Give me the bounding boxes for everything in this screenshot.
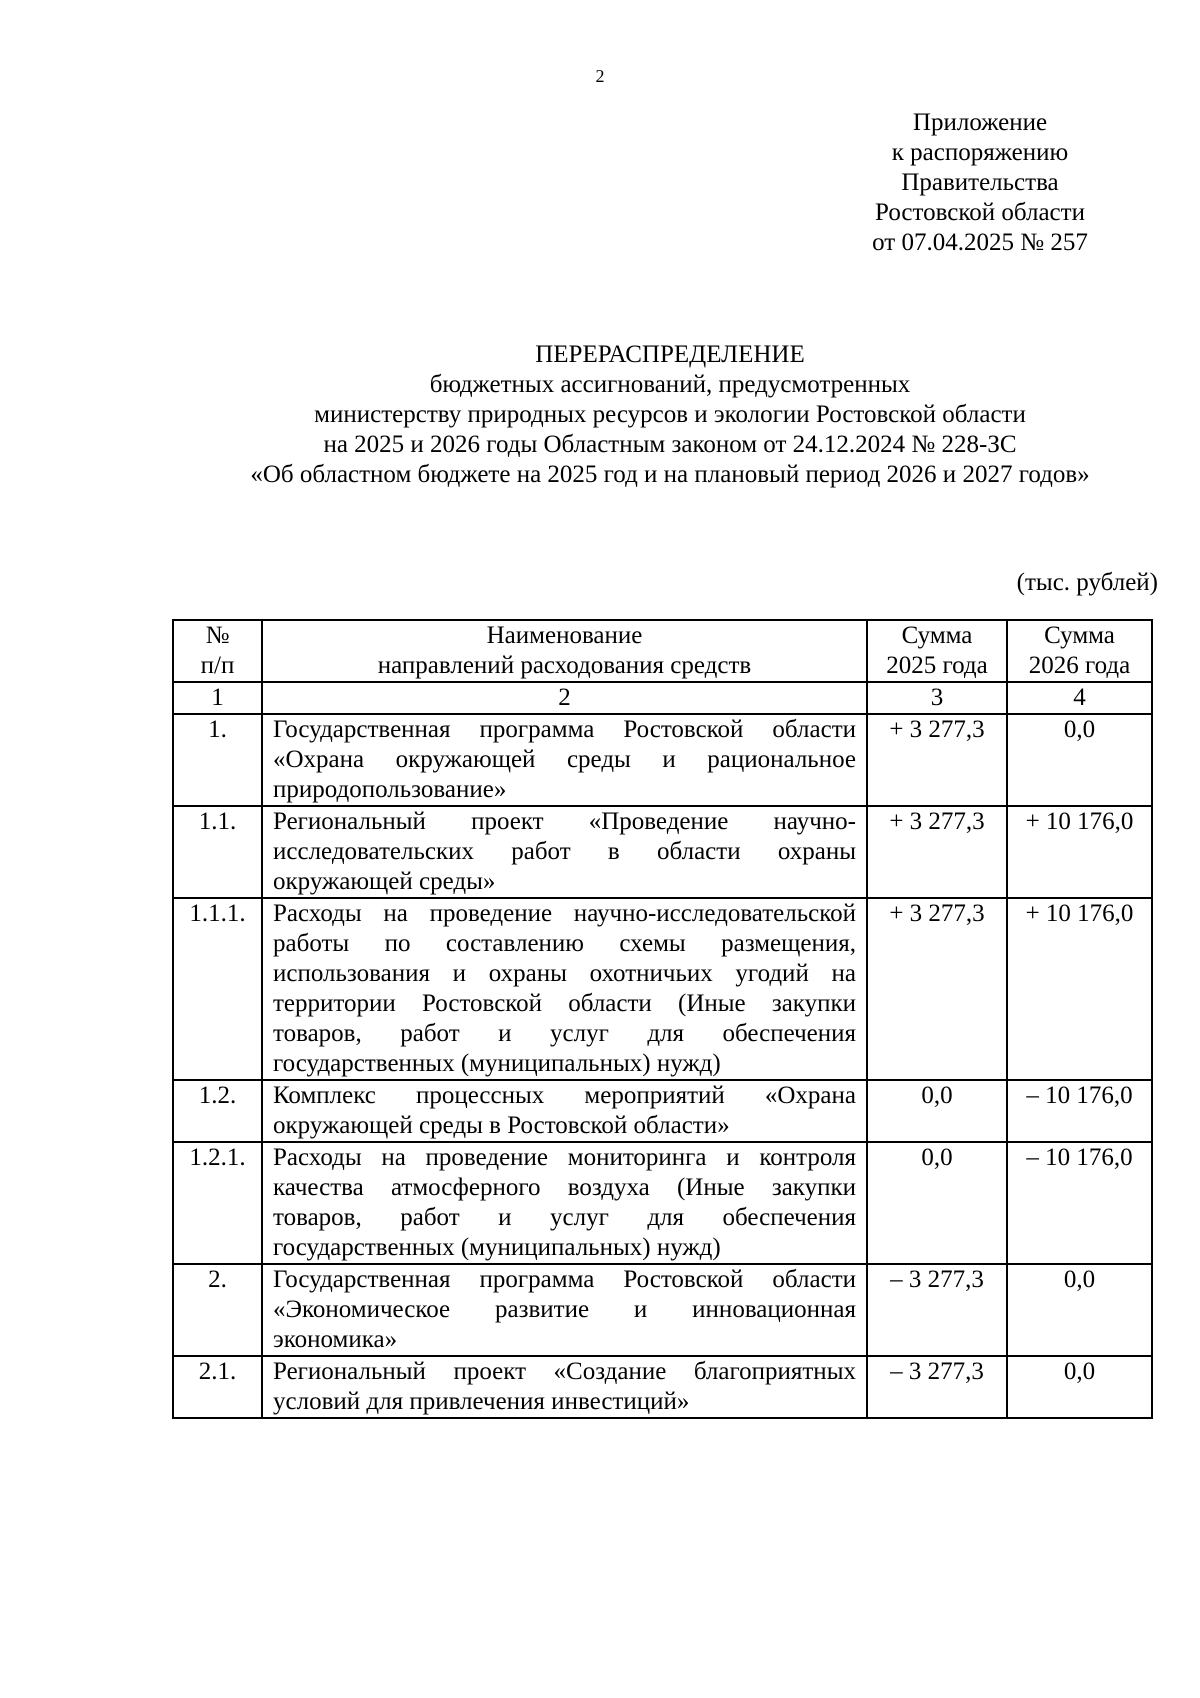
header-number: № п/п <box>173 620 262 682</box>
header-sum-2026: Сумма 2026 года <box>1007 620 1152 682</box>
row-sum-2025: + 3 277,3 <box>867 806 1007 898</box>
row-sum-2026: + 10 176,0 <box>1007 898 1152 1080</box>
row-sum-2025: + 3 277,3 <box>867 898 1007 1080</box>
row-sum-2025: + 3 277,3 <box>867 714 1007 806</box>
header-sum-2025: Сумма 2025 года <box>867 620 1007 682</box>
row-name: Региональный проект «Создание благоприятных условий для привлечения инвестиций» <box>262 1356 867 1418</box>
units-label: (тыс. рублей) <box>1016 569 1158 596</box>
row-name: Комплекс процессных мероприятий «Охрана окружающей среды в Ростовской области» <box>262 1080 867 1142</box>
row-name: Расходы на проведение научно-исследовательской работы по составлению схемы размещения, использования и охраны охотничьих угодий на территории Ростовской области (Иные закупки товаров, работ и услуг для обеспечения государственных (муниципальных) нужд) <box>262 898 867 1080</box>
column-number: 2 <box>262 682 867 714</box>
row-sum-2026: 0,0 <box>1007 1264 1152 1356</box>
row-number: 1. <box>173 714 262 806</box>
row-name: Государственная программа Ростовской области «Экономическое развитие и инновационная экономика» <box>262 1264 867 1356</box>
row-sum-2025: – 3 277,3 <box>867 1264 1007 1356</box>
row-sum-2025: – 3 277,3 <box>867 1356 1007 1418</box>
document-heading <box>170 340 1170 490</box>
row-sum-2026: 0,0 <box>1007 714 1152 806</box>
table-row <box>173 1142 1152 1264</box>
row-sum-2025: 0,0 <box>867 1080 1007 1142</box>
header-name: Наименование направлений расходования средств <box>262 620 867 682</box>
row-number: 1.2.1. <box>173 1142 262 1264</box>
row-number: 2.1. <box>173 1356 262 1418</box>
row-sum-2026: + 10 176,0 <box>1007 806 1152 898</box>
appendix-date-number: от 07.04.2025 № 257 <box>872 229 1088 256</box>
row-name: Государственная программа Ростовской области «Охрана окружающей среды и рациональное природопользование» <box>262 714 867 806</box>
appendix-line: Правительства <box>901 169 1059 196</box>
page-number: 2 <box>595 66 605 86</box>
row-name: Расходы на проведение мониторинга и контроля качества атмосферного воздуха (Иные закупки товаров, работ и услуг для обеспечения государственных (муниципальных) нужд) <box>262 1142 867 1264</box>
row-number: 2. <box>173 1264 262 1356</box>
appendix-block <box>790 108 1170 258</box>
row-sum-2025: 0,0 <box>867 1142 1007 1264</box>
column-number: 1 <box>173 682 262 714</box>
subtitle-line: министерству природных ресурсов и экологии Ростовской области <box>314 401 1026 428</box>
table-row <box>173 1264 1152 1356</box>
table-row <box>173 1080 1152 1142</box>
budget-table <box>172 619 1153 1419</box>
row-number: 1.1.1. <box>173 898 262 1080</box>
document-title: ПЕРЕРАСПРЕДЕЛЕНИЕ <box>535 341 805 368</box>
table-header-row <box>173 620 1152 682</box>
appendix-line: Приложение <box>912 109 1048 136</box>
table-row <box>173 1356 1152 1418</box>
row-number: 1.1. <box>173 806 262 898</box>
table-row <box>173 714 1152 806</box>
subtitle-line: «Об областном бюджете на 2025 год и на плановый период 2026 и 2027 годов» <box>250 461 1090 488</box>
row-sum-2026: – 10 176,0 <box>1007 1142 1152 1264</box>
column-number: 3 <box>867 682 1007 714</box>
table-row <box>173 806 1152 898</box>
row-sum-2026: – 10 176,0 <box>1007 1080 1152 1142</box>
column-number: 4 <box>1007 682 1152 714</box>
subtitle-line: на 2025 и 2026 годы Областным законом от 24.12.2024 № 228-ЗС <box>323 431 1017 458</box>
row-name: Региональный проект «Проведение научно-исследовательских работ в области охраны окружающей среды» <box>262 806 867 898</box>
appendix-line: Ростовской области <box>875 199 1085 226</box>
table-row <box>173 898 1152 1080</box>
appendix-line: к распоряжению <box>891 139 1069 166</box>
column-numbers-row <box>173 682 1152 714</box>
row-sum-2026: 0,0 <box>1007 1356 1152 1418</box>
subtitle-line: бюджетных ассигнований, предусмотренных <box>429 371 911 398</box>
row-number: 1.2. <box>173 1080 262 1142</box>
